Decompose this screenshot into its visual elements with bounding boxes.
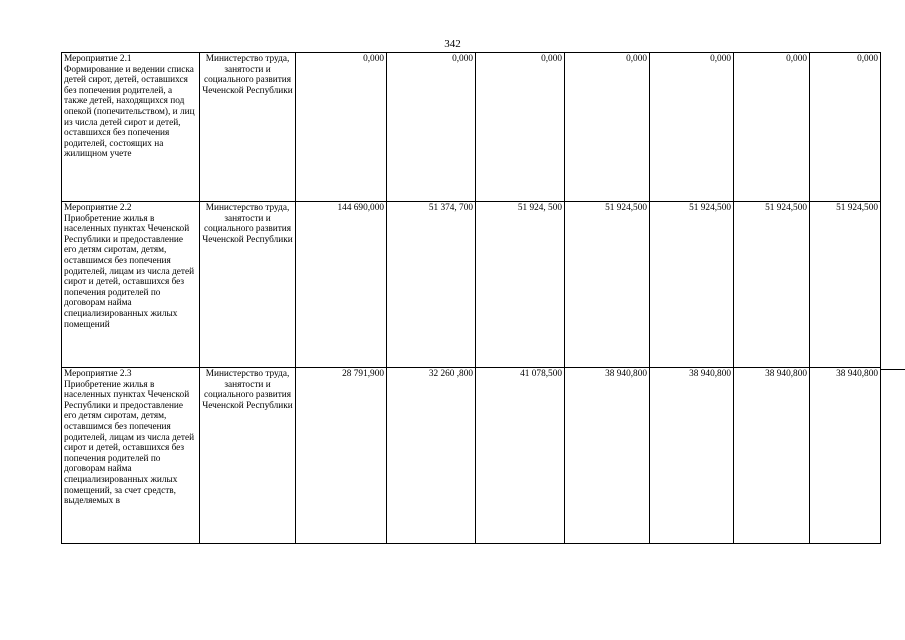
value-cell: 0,000 — [476, 53, 565, 202]
measure-text: Формирование и ведении списка детей сирот, детей, оставшихся без попечения родителей, а также детей, находящихся под опекой (попечительством), и лиц из числа детей сирот и детей, оставшихся без попечения родителей, состоящих на жилищном учете — [64, 64, 195, 160]
value-cell: 51 924,500 — [565, 202, 650, 368]
page-number: 342 — [444, 38, 461, 50]
budget-table — [61, 52, 881, 544]
value-cell: 28 791,900 — [296, 368, 387, 544]
measure-text: Приобретение жилья в населенных пунктах Чеченской Республики и предоставление его детям сиротам, детям, оставшимся без попечения родителей, лицам из числа детей сирот и детей, оставшихся без попечения родителей по договорам найма специализированных жилых помещений — [64, 213, 195, 330]
table-row — [62, 368, 881, 544]
value-cell: 51 924, 500 — [476, 202, 565, 368]
value-cell: 0,000 — [734, 53, 810, 202]
value-cell: 41 078,500 — [476, 368, 565, 544]
table-edge-line — [880, 369, 905, 370]
measure-description-cell — [62, 53, 200, 202]
table-row — [62, 53, 881, 202]
value-cell: 38 940,800 — [565, 368, 650, 544]
value-cell: 0,000 — [296, 53, 387, 202]
measure-title: Мероприятие 2.3 — [64, 369, 132, 379]
value-cell: 51 924,500 — [650, 202, 734, 368]
measure-description-cell — [62, 368, 200, 544]
value-cell: 38 940,800 — [734, 368, 810, 544]
value-cell: 38 940,800 — [650, 368, 734, 544]
responsible-executor: Министерство труда, занятости и социального развития Чеченской Республики — [200, 368, 296, 544]
value-cell: 0,000 — [650, 53, 734, 202]
responsible-executor: Министерство труда, занятости и социального развития Чеченской Республики — [200, 202, 296, 368]
value-cell: 51 374, 700 — [387, 202, 476, 368]
value-cell: 0,000 — [387, 53, 476, 202]
value-cell: 51 924,500 — [810, 202, 881, 368]
value-cell: 144 690,000 — [296, 202, 387, 368]
table-row — [62, 202, 881, 368]
responsible-executor: Министерство труда, занятости и социального развития Чеченской Республики — [200, 53, 296, 202]
value-cell: 0,000 — [810, 53, 881, 202]
measure-title: Мероприятие 2.1 — [64, 54, 132, 64]
measure-title: Мероприятие 2.2 — [64, 203, 132, 213]
value-cell: 51 924,500 — [734, 202, 810, 368]
measure-description-cell — [62, 202, 200, 368]
value-cell: 0,000 — [565, 53, 650, 202]
measure-text: Приобретение жилья в населенных пунктах Чеченской Республики и предоставление его детям сиротам, детям, оставшимся без попечения родителей, лицам из числа детей сирот и детей, оставшихся без попечения родителей по договорам найма специализированных жилых помещений, за счет средств, выделяемых в — [64, 379, 195, 507]
value-cell: 38 940,800 — [810, 368, 881, 544]
value-cell: 32 260 ,800 — [387, 368, 476, 544]
